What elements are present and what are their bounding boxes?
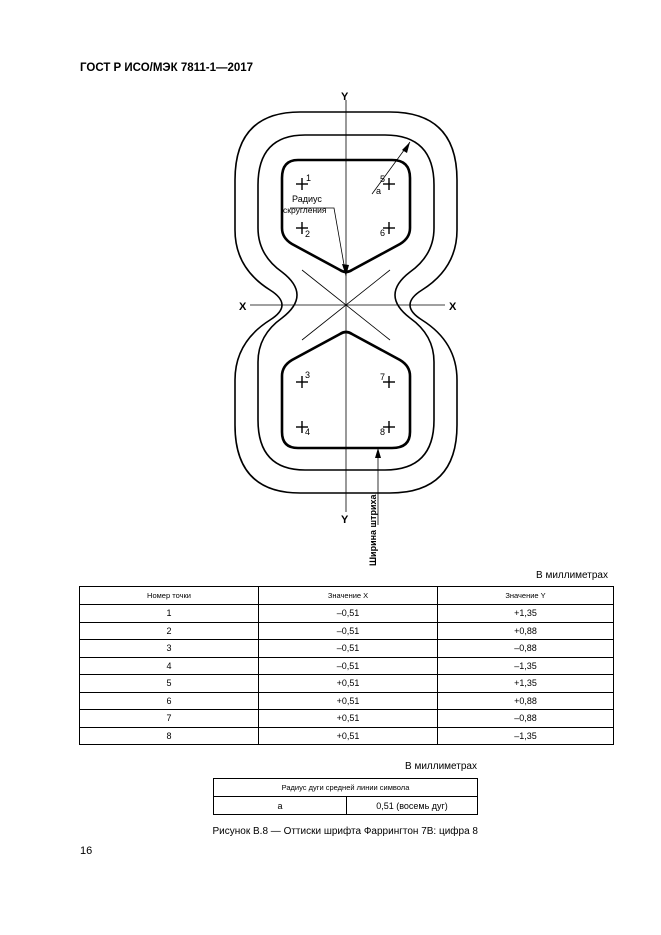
point-label-1: 1: [306, 173, 312, 183]
stroke-width-arrowhead: [375, 448, 381, 458]
column-header-y: Значение Y: [438, 587, 614, 605]
cell-x: +0,51: [259, 692, 438, 710]
point-label-2: 2: [305, 229, 311, 239]
cell-y: +1,35: [438, 605, 614, 623]
cell-y: –0,88: [438, 710, 614, 728]
point-label-3: 3: [305, 370, 311, 380]
cell-point: 6: [80, 692, 259, 710]
cell-y: +1,35: [438, 675, 614, 693]
point-label-7: 7: [380, 372, 386, 382]
radius-label-line1: Радиус: [292, 194, 322, 204]
y-axis-label-top: Y: [341, 91, 349, 103]
cell-y: –1,35: [438, 657, 614, 675]
table-row: [80, 710, 614, 728]
cell-point: 3: [80, 640, 259, 658]
table-row: [80, 657, 614, 675]
radius-leader: [290, 208, 346, 276]
cell-point: 8: [80, 727, 259, 745]
cell-x: –0,51: [259, 622, 438, 640]
table-header-row: [214, 779, 478, 797]
document-header: ГОСТ Р ИСО/МЭК 7811-1—2017: [80, 62, 254, 74]
stroke-width-label: Ширина штриха: [368, 494, 378, 566]
page-number: 16: [80, 845, 93, 857]
table-row: [80, 727, 614, 745]
cell-point: 7: [80, 710, 259, 728]
table-row: [80, 622, 614, 640]
cell-x: +0,51: [259, 675, 438, 693]
cell-value: 0,51 (восемь дуг): [347, 797, 478, 815]
points-table: [79, 586, 614, 745]
cell-y: +0,88: [438, 692, 614, 710]
x-axis-label-right: X: [449, 301, 457, 313]
table-row: [80, 692, 614, 710]
x-axis-label-left: X: [239, 301, 247, 313]
point-label-6: 6: [380, 228, 386, 238]
arc-radius-table: [213, 778, 478, 815]
point-label-4: 4: [305, 427, 311, 437]
cell-y: +0,88: [438, 622, 614, 640]
column-header-point: Номер точки: [80, 587, 259, 605]
table-row: [80, 605, 614, 623]
cell-point: 5: [80, 675, 259, 693]
cell-x: –0,51: [259, 640, 438, 658]
point-label-8: 8: [380, 427, 386, 437]
point-label-5: 5: [380, 174, 386, 184]
table-header-row: [80, 587, 614, 605]
cell-y: –1,35: [438, 727, 614, 745]
y-axis-label-bottom: Y: [341, 514, 349, 526]
cell-point: 2: [80, 622, 259, 640]
cell-point: 4: [80, 657, 259, 675]
cell-x: –0,51: [259, 605, 438, 623]
cell-y: –0,88: [438, 640, 614, 658]
radius-label-line2: скругления: [283, 205, 327, 215]
cell-x: –0,51: [259, 657, 438, 675]
column-header-x: Значение X: [259, 587, 438, 605]
arc-radius-header: Радиус дуги средней линии символа: [214, 779, 478, 797]
cell-symbol: a: [214, 797, 347, 815]
table-row: [80, 675, 614, 693]
cell-x: +0,51: [259, 727, 438, 745]
radius-arrowhead: [342, 264, 349, 276]
table2-units: В миллиметрах: [405, 761, 477, 772]
figure-caption: Рисунок В.8 — Оттиски шрифта Фаррингтон 7B: цифра 8: [212, 826, 478, 837]
cell-point: 1: [80, 605, 259, 623]
callout-a-label: a: [376, 186, 382, 196]
cell-x: +0,51: [259, 710, 438, 728]
table1-units: В миллиметрах: [536, 570, 608, 581]
table-row: [214, 797, 478, 815]
table-row: [80, 640, 614, 658]
